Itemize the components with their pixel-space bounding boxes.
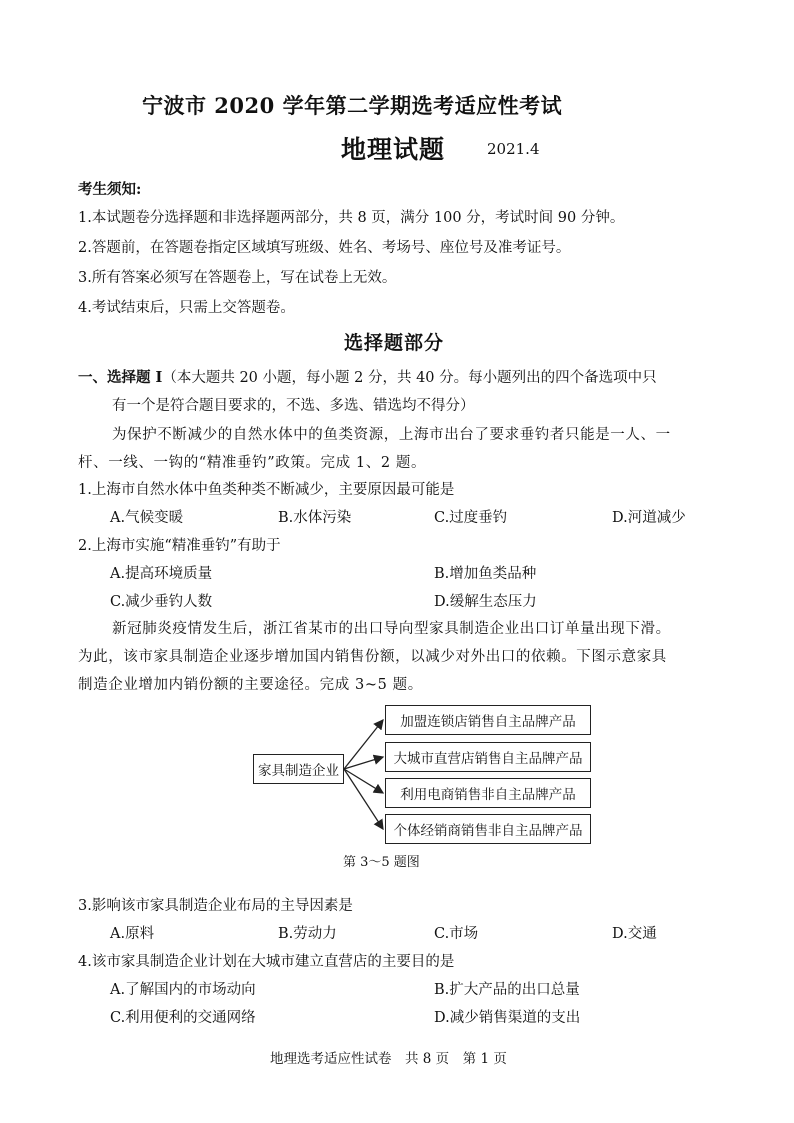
exam-title: 宁波市 2020 学年第二学期选考适应性考试	[142, 93, 563, 118]
arrow-1	[344, 720, 383, 769]
diagram-source-box: 家具制造企业	[253, 754, 344, 784]
option-c: C.过度垂钓	[434, 510, 508, 526]
option-b: B.增加鱼类品种	[434, 566, 537, 582]
option-c: C.利用便利的交通网络	[110, 1010, 256, 1026]
diagram-target-box: 加盟连锁店销售自主品牌产品	[385, 705, 591, 735]
part-label: 一、选择题 I	[78, 369, 163, 386]
question-stem: 3.影响该市家具制造企业布局的主导因素是	[78, 898, 353, 914]
diagram-target-box: 利用电商销售非自主品牌产品	[385, 778, 591, 808]
option-a: A.了解国内的市场动向	[110, 982, 256, 998]
option-b: B.劳动力	[278, 926, 337, 942]
notice-item: 1.本试题卷分选择题和非选择题两部分，共 8 页，满分 100 分，考试时间 90 分钟。	[78, 210, 625, 226]
notice-item: 2.答题前，在答题卷指定区域填写班级、姓名、考场号、座位号及准考证号。	[78, 240, 571, 256]
arrow-4	[344, 769, 383, 829]
notice-item: 3.所有答案必须写在答题卷上，写在试卷上无效。	[78, 270, 397, 286]
passage-line: 为保护不断减少的自然水体中的鱼类资源，上海市出台了要求垂钓者只能是一人、一	[112, 427, 671, 443]
option-d: D.缓解生态压力	[434, 594, 537, 610]
part-description-continued: 有一个是符合题目要求的，不选、多选、错选均不得分）	[112, 398, 475, 414]
passage-line: 为此，该市家具制造企业逐步增加国内销售份额，以减少对外出口的依赖。下图示意家具	[78, 649, 667, 665]
diagram-target-box: 大城市直营店销售自主品牌产品	[385, 742, 591, 772]
option-a: A.提高环境质量	[110, 566, 213, 582]
notice-heading: 考生须知:	[78, 181, 142, 198]
option-d: D.减少销售渠道的支出	[434, 1010, 581, 1026]
question-stem: 1.上海市自然水体中鱼类种类不断减少，主要原因最可能是	[78, 482, 455, 498]
arrow-3	[344, 769, 383, 793]
exam-date: 2021.4	[487, 140, 540, 158]
page-footer: 地理选考适应性试卷 共 8 页 第 1 页	[270, 1051, 507, 1067]
subject-title: 地理试题	[341, 135, 446, 164]
diagram-target-box: 个体经销商销售非自主品牌产品	[385, 814, 591, 844]
option-c: C.市场	[434, 926, 479, 942]
option-a: A.原料	[110, 926, 155, 942]
option-a: A.气候变暖	[110, 510, 184, 526]
arrow-2	[344, 757, 383, 769]
section-title: 选择题部分	[344, 332, 445, 354]
passage-line: 制造企业增加内销份额的主要途径。完成 3~5 题。	[78, 677, 423, 693]
question-stem: 4.该市家具制造企业计划在大城市建立直营店的主要目的是	[78, 954, 455, 970]
option-d: D.交通	[612, 926, 657, 942]
notice-item: 4.考试结束后，只需上交答题卷。	[78, 300, 295, 316]
passage-line: 杆、一线、一钩的“精准垂钓”政策。完成 1、2 题。	[78, 455, 427, 471]
diagram-caption: 第 3～5 题图	[343, 855, 420, 870]
part-description: （本大题共 20 小题，每小题 2 分，共 40 分。每小题列出的四个备选项中只	[162, 370, 657, 386]
question-stem: 2.上海市实施“精准垂钓”有助于	[78, 538, 281, 554]
option-c: C.减少垂钓人数	[110, 594, 213, 610]
passage-line: 新冠肺炎疫情发生后，浙江省某市的出口导向型家具制造企业出口订单量出现下滑。	[112, 621, 671, 637]
option-b: B.水体污染	[278, 510, 352, 526]
option-d: D.河道减少	[612, 510, 686, 526]
option-b: B.扩大产品的出口总量	[434, 982, 580, 998]
